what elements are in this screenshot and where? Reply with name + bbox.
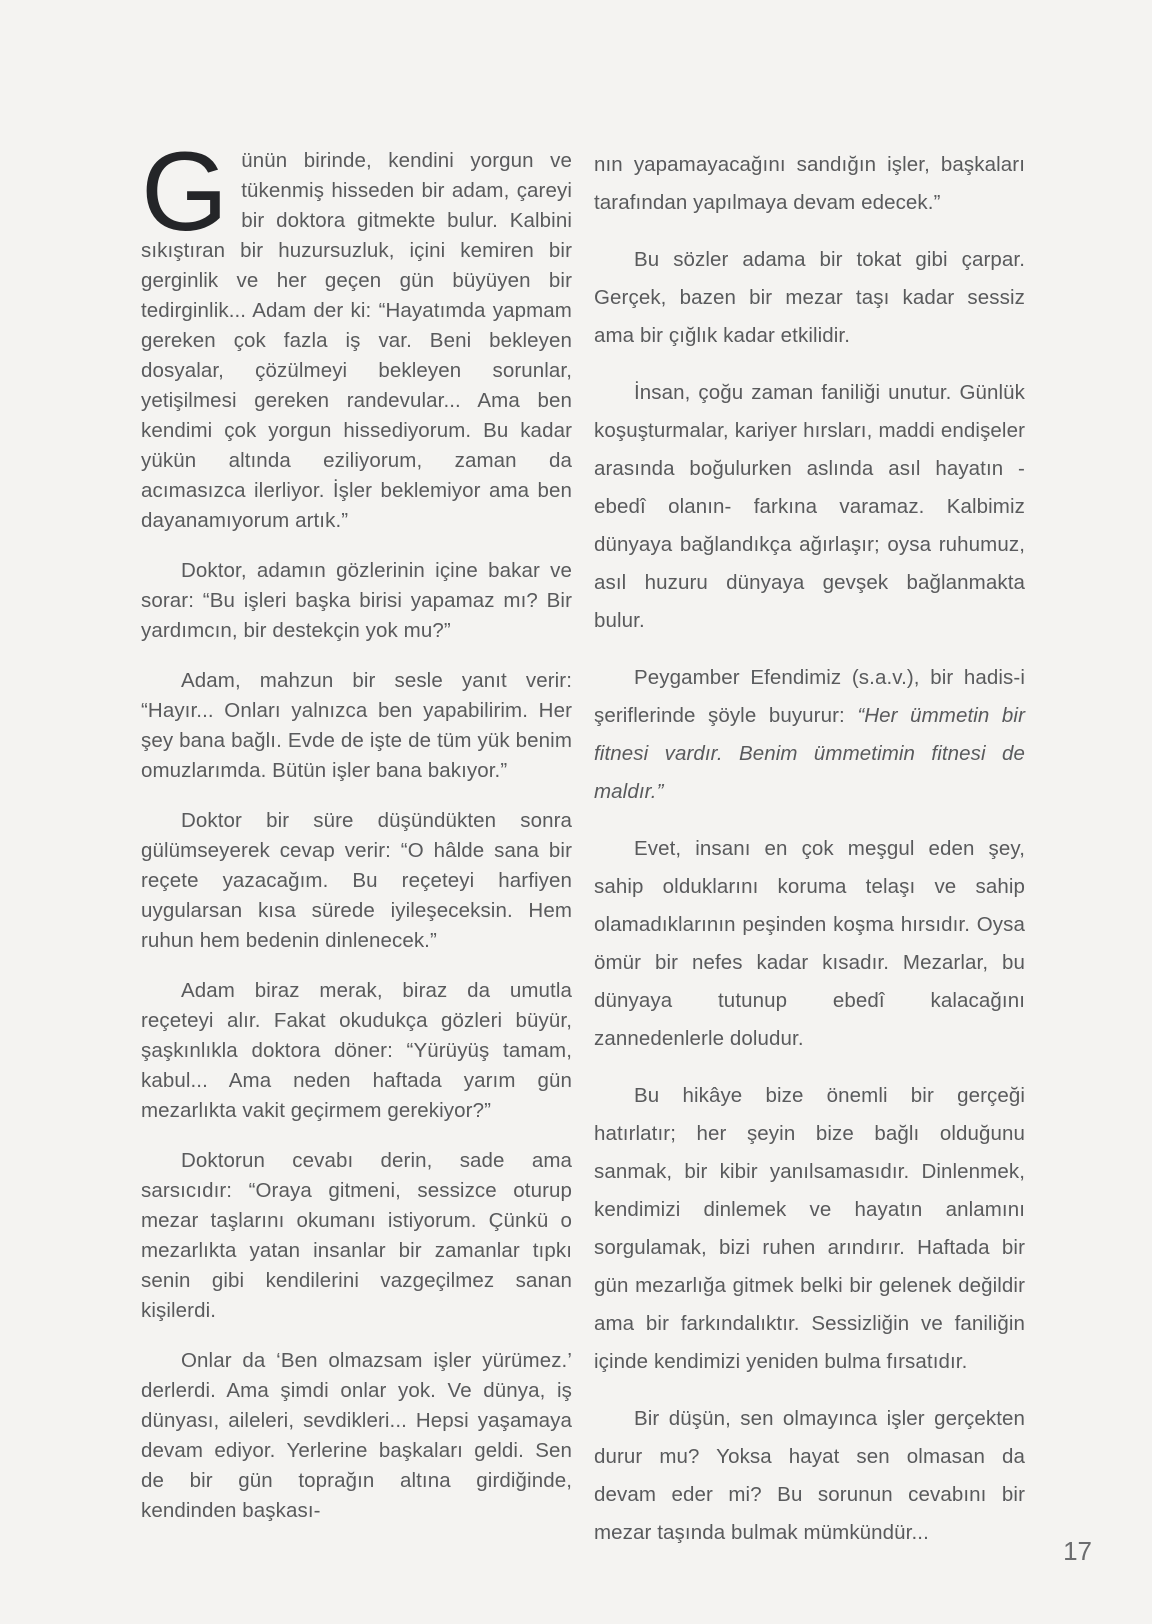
page-number: 17: [1063, 1536, 1092, 1566]
text-segment: Doktor bir süre düşündükten sonra gülümseyerek cevap verir: “O hâlde sana bir reçete yazacağım. Bu reçeteyi harfiyen uygularsan kısa sürede iyileşeceksin. Hem ruhun hem bedenin dinlenecek.”: [141, 809, 572, 952]
paragraph: [594, 1400, 1025, 1552]
paragraph: [141, 1346, 572, 1526]
paragraph: [594, 146, 1025, 222]
paragraph: [141, 666, 572, 786]
paragraph: [594, 374, 1025, 640]
paragraph: [594, 830, 1025, 1058]
text-segment: Evet, insanı en çok meşgul eden şey, sahip olduklarını koruma telaşı ve sahip olamadıklarının peşinden koşma hırsıdır. Oysa ömür bir nefes kadar kısadır. Mezarlar, bu dünyaya tutunup ebedî kalacağını zannedenlerle doludur.: [594, 837, 1025, 1050]
text-segment: Adam biraz merak, biraz da umutla reçeteyi alır. Fakat okudukça gözleri büyür, şaşkınlıkla doktora döner: “Yürüyüş tamam, kabul... Ama neden haftada yarım gün mezarlıkta vakit geçirmem gerekiyor?”: [141, 979, 572, 1122]
text-segment: nın yapamayacağını sandığın işler, başkaları tarafından yapılmaya devam edecek.”: [594, 153, 1025, 214]
paragraph: [594, 659, 1025, 811]
text-segment: Bu hikâye bize önemli bir gerçeği hatırlatır; her şeyin bize bağlı olduğunu sanmak, bir kibir yanılsamasıdır. Dinlenmek, kendimizi dinlemek ve hayatın anlamını sorgulamak, bizi ruhen arındırır. Haftada bir gün mezarlığa gitmek belki bir gelenek değildir ama bir farkındalıktır. Sessizliğin ve faniliğin içinde kendimizi yeniden bulma fırsatıdır.: [594, 1084, 1025, 1373]
paragraph: [594, 1077, 1025, 1381]
text-segment: Peygamber Efendimiz (s.a.v.), bir hadis-i şeriflerinde şöyle buyurur:: [594, 666, 1025, 727]
text-segment: ünün birinde, kendini yorgun ve tükenmiş hisseden bir adam, çareyi bir doktora gitmekte bulur. Kalbini sıkıştıran bir huzursuzluk, içini kemiren bir gerginlik ve her geçen gün büyüyen bir tedirginlik... Adam der ki: “Hayatımda yapmam gereken çok fazla iş var. Beni bekleyen dosyalar, çözülmeyi bekleyen sorunlar, yetişilmesi gereken randevular... Ama ben kendimi çok yorgun hissediyorum. Bu kadar yükün altında eziliyorum, zaman da acımasızca ilerliyor. İşler beklemiyor ama ben dayanamıyorum artık.”: [141, 149, 572, 532]
paragraph: [141, 129, 572, 536]
paragraph: [141, 976, 572, 1126]
left-column: [141, 129, 572, 1571]
right-column: [594, 146, 1025, 1571]
text-segment: Bu sözler adama bir tokat gibi çarpar. Gerçek, bazen bir mezar taşı kadar sessiz ama bir çığlık kadar etkilidir.: [594, 248, 1025, 347]
paragraph: [141, 1146, 572, 1326]
paragraph: [141, 806, 572, 956]
text-segment: Onlar da ‘Ben olmazsam işler yürümez.’ derlerdi. Ama şimdi onlar yok. Ve dünya, iş dünyası, aileleri, sevdikleri... Hepsi yaşamaya devam ediyor. Yerlerine başkaları geldi. Sen de bir gün toprağın altına girdiğinde, kendinden başkası-: [141, 1349, 572, 1522]
dropcap-letter: G: [141, 129, 229, 254]
text-segment: Adam, mahzun bir sesle yanıt verir: “Hayır... Onları yalnızca ben yapabilirim. Her şey bana bağlı. Evde de işte de tüm yük benim omuzlarımda. Bütün işler bana bakıyor.”: [141, 669, 572, 782]
paragraph: [141, 556, 572, 646]
text-segment: Doktor, adamın gözlerinin içine bakar ve sorar: “Bu işleri başka birisi yapamaz mı? Bir yardımcın, bir destekçin yok mu?”: [141, 559, 572, 642]
document-page: [141, 129, 1025, 1571]
text-segment: Bir düşün, sen olmayınca işler gerçekten durur mu? Yoksa hayat sen olmasan da devam eder mi? Bu sorunun cevabını bir mezar taşında bulmak mümkündür...: [594, 1407, 1025, 1544]
paragraph: [594, 241, 1025, 355]
text-segment: İnsan, çoğu zaman faniliği unutur. Günlük koşuşturmalar, kariyer hırsları, maddi endişeler arasında boğulurken aslında asıl hayatın -ebedî olanın- farkına varamaz. Kalbimiz dünyaya bağlandıkça ağırlaşır; oysa ruhumuz, asıl huzuru dünyaya gevşek bağlanmakta bulur.: [594, 381, 1025, 632]
text-segment: Doktorun cevabı derin, sade ama sarsıcıdır: “Oraya gitmeni, sessizce oturup mezar taşlarını okumanı istiyorum. Çünkü o mezarlıkta yatan insanlar bir zamanlar tıpkı senin gibi kendilerini vazgeçilmez sanan kişilerdi.: [141, 1149, 572, 1322]
hadith-quote-italic: “Her ümmetin bir fitnesi vardır. Benim ümmetimin fitnesi de maldır.”: [594, 704, 1025, 803]
